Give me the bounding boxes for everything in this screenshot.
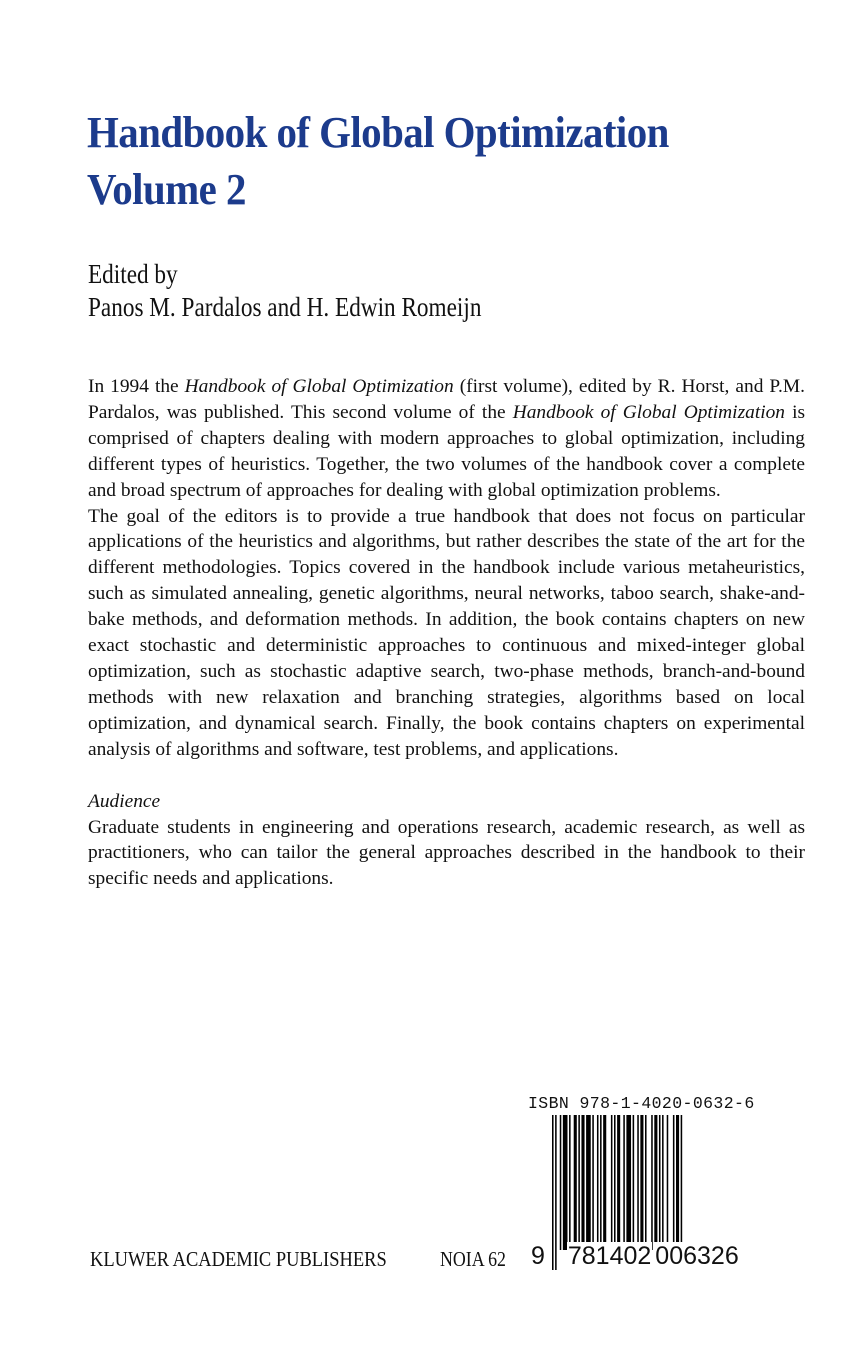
barcode-bar	[667, 1115, 669, 1250]
barcode-digits	[530, 1242, 740, 1271]
editor-names: Panos M. Pardalos and H. Edwin Romeijn	[88, 292, 482, 322]
barcode-bar	[640, 1115, 643, 1250]
barcode-group-2: 006326	[655, 1242, 739, 1270]
text-segment: In 1994 the	[88, 376, 185, 397]
publisher-name: KLUWER ACADEMIC PUBLISHERS	[90, 1247, 387, 1271]
barcode-bar	[586, 1115, 591, 1250]
audience-heading: Audience	[88, 790, 161, 812]
isbn-label: ISBN 978-1-4020-0632-6	[528, 1094, 755, 1113]
barcode-bar	[676, 1115, 679, 1250]
barcode-bar	[569, 1115, 571, 1250]
barcode-bar	[560, 1115, 562, 1250]
barcode-bar	[626, 1115, 631, 1250]
barcode-bar	[578, 1115, 580, 1250]
edited-by-label: Edited by	[88, 259, 178, 289]
book-title	[87, 104, 669, 218]
series-label: NOIA 62	[440, 1247, 506, 1271]
description	[88, 374, 805, 892]
text-segment: (first volume), edited by R. Horst, and P.M. Pardalos, was published. This second volume of the	[88, 376, 805, 423]
barcode-first-digit: 9	[531, 1242, 545, 1270]
barcode-bar	[600, 1115, 602, 1250]
barcode-bar	[574, 1115, 577, 1250]
audience-text: Graduate students in engineering and operations research, academic research, as well as practitioners, who can tailor the general approaches described in the handbook to their specific needs and applications.	[88, 816, 805, 890]
description-paragraph-2: The goal of the editors is to provide a true handbook that does not focus on particular applications of the heuristics and algorithms, but rather describes the state of the art for the different methodologies. Topics covered in the handbook include various metaheuristics, such as simulated annealing, genetic algorithms, neural networks, taboo search, shake-and-bake methods, and deformation methods. In addition, the book contains chapters on new exact stochastic and deterministic approaches to continuous and mixed-integer global optimization, such as stochastic adaptive search, two-phase methods, branch-and-bound methods with new relaxation and branching strategies, algorithms based on local optimization, and dynamical search. Finally, the book contains chapters on experimental analysis of algorithms and software, test problems, and applications.	[88, 505, 805, 760]
barcode-bar	[654, 1115, 657, 1250]
barcode-bar	[651, 1115, 653, 1250]
description-paragraph-1	[88, 374, 805, 504]
barcode-group-1: 781402	[567, 1242, 652, 1270]
barcode-bar	[645, 1115, 647, 1250]
barcode-bar	[673, 1115, 675, 1250]
barcode-bar	[662, 1115, 664, 1250]
title-line-1: Handbook of Global Optimization	[87, 108, 669, 157]
barcode-bar	[581, 1115, 584, 1250]
barcode-bar	[633, 1115, 635, 1250]
barcode-bar	[563, 1115, 568, 1250]
barcode-bar	[659, 1115, 661, 1250]
barcode-bar	[597, 1115, 599, 1250]
barcode-bar	[637, 1115, 639, 1250]
barcode-bar	[611, 1115, 613, 1250]
editors-block	[88, 258, 481, 324]
title-line-2: Volume 2	[87, 165, 246, 214]
text-segment: is comprised of chapters dealing with modern approaches to global optimization, including different types of heuristics. Together, the two volumes of the handbook cover a complete and broad spectrum of approaches for dealing with global optimization problems.	[88, 401, 806, 501]
barcode-bar	[603, 1115, 606, 1250]
italic-book-title: Handbook of Global Optimization	[512, 401, 785, 423]
italic-book-title: Handbook of Global Optimization	[184, 376, 454, 397]
barcode-bar	[592, 1115, 594, 1250]
